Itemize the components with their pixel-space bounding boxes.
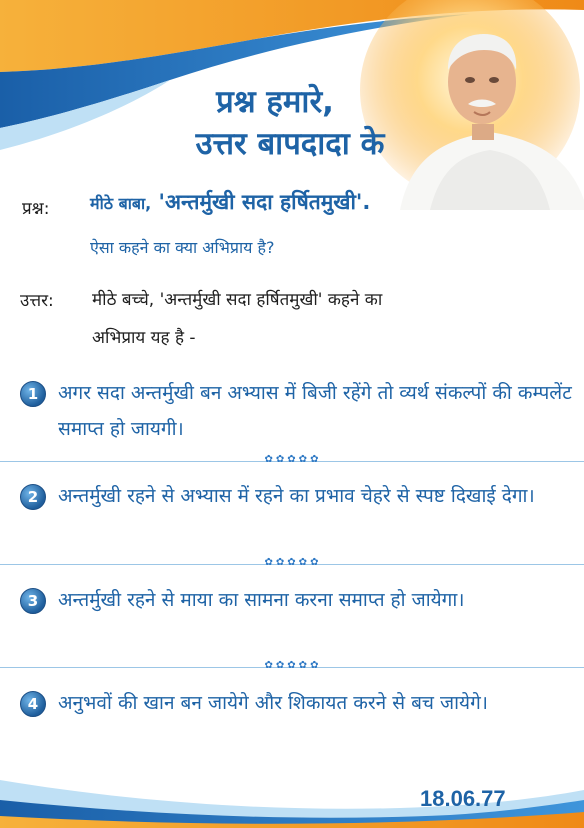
number-badge-icon: 4: [20, 691, 46, 717]
question-quote: 'अन्तर्मुखी सदा हर्षितमुखी'.: [158, 190, 371, 214]
date-label: 18.06.77: [420, 786, 506, 811]
title-line-1: प्रश्न हमारे,: [216, 84, 334, 120]
flower-separator-icon: ✿✿✿✿✿: [264, 660, 322, 671]
question-line-2: ऐसा कहने का क्या अभिप्राय है?: [90, 238, 275, 257]
point-text: अन्तर्मुखी रहने से अभ्यास में रहने का प्रभाव चेहरे से स्पष्ट दिखाई देगा।: [58, 485, 535, 507]
answer-label: उत्तर:: [20, 291, 54, 311]
portrait-icon: [390, 0, 584, 210]
point-text: अनुभवों की खान बन जायेगे और शिकायत करने से बच जायेगे।: [58, 692, 488, 714]
flower-separator-icon: ✿✿✿✿✿: [264, 454, 322, 465]
number-badge-icon: 3: [20, 588, 46, 614]
answer-line-2: अभिप्राय यह है -: [92, 328, 196, 348]
number-badge-icon: 1: [20, 381, 46, 407]
question-line-1: [90, 188, 370, 216]
flower-separator-icon: ✿✿✿✿✿: [264, 557, 322, 568]
number-badge-icon: 2: [20, 484, 46, 510]
point-text: अगर सदा अन्तर्मुखी बन अभ्यास में बिजी रहेंगे तो व्यर्थ संकल्पों की कम्पलेंट समाप्त हो जायगी।: [58, 382, 572, 440]
title-line-2: उत्तर बापदादा के: [195, 126, 385, 162]
answer-line-1: मीठे बच्चे, 'अन्तर्मुखी सदा हर्षितमुखी' कहने का: [92, 290, 383, 310]
question-prefix: मीठे बाबा,: [90, 194, 152, 213]
point-text: अन्तर्मुखी रहने से माया का सामना करना समाप्त हो जायेगा।: [58, 589, 465, 611]
question-label: प्रश्न:: [22, 199, 50, 219]
